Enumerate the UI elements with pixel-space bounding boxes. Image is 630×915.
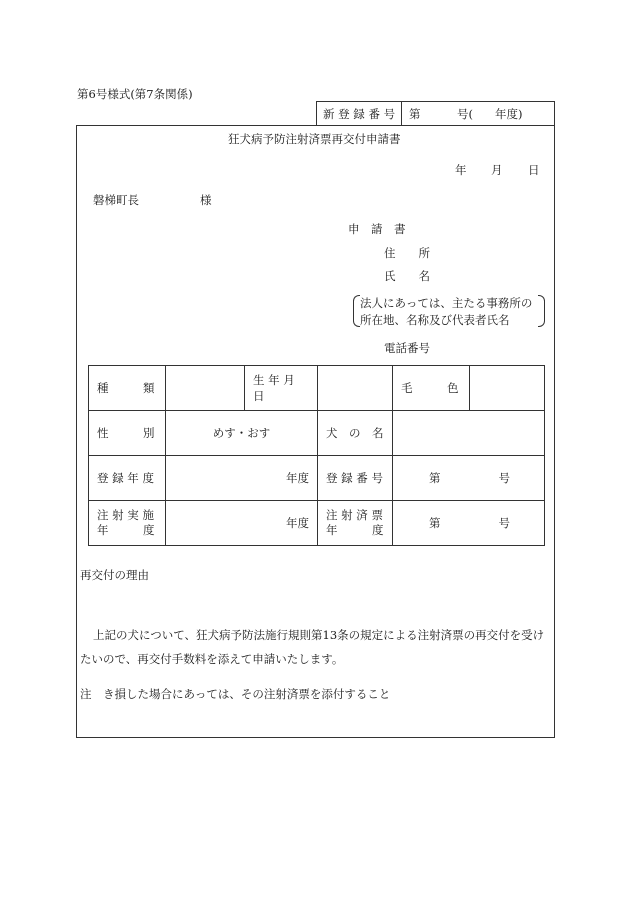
kind-label: 種 類 <box>89 366 166 411</box>
table-row <box>89 456 545 501</box>
note-text: 注 き損した場合にあっては、その注射済票を添付すること <box>80 687 391 701</box>
body-text-line1: 上記の犬について、狂犬病予防法施行規則第13条の規定による注射済票の再交付を受け <box>93 628 545 642</box>
table-row <box>89 411 545 456</box>
registration-no-value[interactable] <box>393 456 545 501</box>
registration-number-box <box>316 101 555 126</box>
sex-value[interactable]: めす・おす <box>166 411 318 456</box>
injection-tag-go: 号 <box>498 516 510 530</box>
injection-tag-year-label <box>318 501 393 546</box>
registration-no-label: 登 録 番 号 <box>318 456 393 501</box>
registration-dai: 第 <box>409 107 421 121</box>
registration-label: 新 登 録 番 号 <box>323 107 396 121</box>
dog-info-table <box>88 365 545 546</box>
phone-label: 電話番号 <box>384 341 430 355</box>
sex-label: 性 別 <box>89 411 166 456</box>
coat-color-label: 毛 色 <box>393 366 470 411</box>
registration-nendo: 年度) <box>495 107 523 121</box>
birth-date-value[interactable] <box>318 366 393 411</box>
registration-go: 号( <box>457 107 473 121</box>
form-number: 第6号様式(第7条関係) <box>77 87 193 101</box>
addressee-name: 磐梯町長 <box>93 193 139 207</box>
registration-no-dai: 第 <box>429 471 441 485</box>
date-month-label: 月 <box>491 163 503 177</box>
left-bracket <box>353 295 360 327</box>
registration-no-go: 号 <box>498 471 510 485</box>
table-row <box>89 501 545 546</box>
body-text-line2: たいので、再交付手数料を添えて申請いたします。 <box>80 652 344 666</box>
birth-date-label: 生 年 月 日 <box>245 366 318 411</box>
reissue-reason-label: 再交付の理由 <box>80 568 149 582</box>
coat-color-value[interactable] <box>470 366 545 411</box>
injection-year-label-line2: 年 度 <box>97 523 155 537</box>
registration-year-label: 登 録 年 度 <box>89 456 166 501</box>
registration-year-value[interactable]: 年度 <box>166 456 318 501</box>
injection-year-label <box>89 501 166 546</box>
addressee-honorific: 様 <box>200 193 212 207</box>
kind-value[interactable] <box>166 366 245 411</box>
corp-note-line1: 法人にあっては、主たる事務所の <box>360 296 533 310</box>
applicant-name-label: 氏 名 <box>384 269 430 283</box>
injection-tag-no-value[interactable] <box>393 501 545 546</box>
injection-tag-label-line1: 注 射 済 票 <box>326 508 383 522</box>
right-bracket <box>538 295 545 327</box>
injection-tag-dai: 第 <box>429 516 441 530</box>
date-year-label: 年 <box>455 163 467 177</box>
applicant-label: 申 請 書 <box>348 222 406 236</box>
form-title: 狂犬病予防注射済票再交付申請書 <box>228 132 401 146</box>
date-day-label: 日 <box>528 163 540 177</box>
dog-name-value[interactable] <box>393 411 545 456</box>
injection-tag-label-line2: 年 度 <box>326 523 384 537</box>
applicant-address-label: 住 所 <box>384 246 430 260</box>
dog-name-label: 犬 の 名 <box>318 411 393 456</box>
injection-year-label-line1: 注 射 実 施 <box>97 508 154 522</box>
corp-note-line2: 所在地、名称及び代表者氏名 <box>360 313 510 327</box>
table-row <box>89 366 545 411</box>
injection-year-value[interactable]: 年度 <box>166 501 318 546</box>
